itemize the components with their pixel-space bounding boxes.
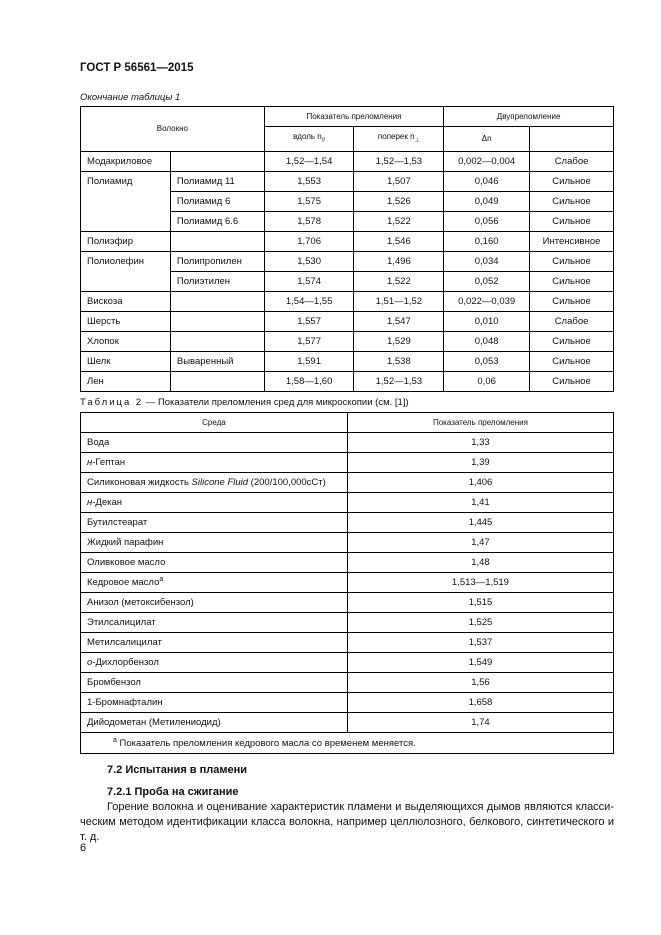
subtype-cell: Полиамид 6.6 [170, 211, 264, 231]
fiber-cell: Полиолефин [81, 251, 171, 291]
header-delta: Δn [444, 127, 530, 152]
index-cell: 1,549 [347, 653, 613, 673]
medium-cell: Анизол (метоксибензол) [81, 593, 348, 613]
section-heading: 7.2 Испытания в пламени [107, 764, 248, 776]
along-cell: 1,52—1,54 [264, 151, 354, 171]
fiber-cell: Хлопок [81, 331, 171, 351]
delta-cell: 0,022—0,039 [444, 291, 530, 311]
subtype-cell: Вываренный [170, 351, 264, 371]
degree-cell: Сильное [530, 351, 614, 371]
across-cell: 1,507 [354, 171, 444, 191]
medium-cell: Метилсалицилат [81, 633, 348, 653]
header-refraction: Показатель преломления [264, 107, 443, 127]
medium-cell: Силиконовая жидкость Silicone Fluid (200/100,000сСт) [81, 473, 348, 493]
paragraph-rest: ческим методом идентификации класса волокна, например целлюлозного, белкового, синтетического и т. д. [80, 816, 614, 843]
medium-cell: н-Декан [81, 493, 348, 513]
delta-cell: 0,06 [444, 371, 530, 391]
table-row [81, 513, 614, 533]
delta-cell: 0,048 [444, 331, 530, 351]
table-row [81, 553, 614, 573]
along-cell: 1,591 [264, 351, 354, 371]
fiber-cell: Модакриловое [81, 151, 171, 171]
medium-cell: 1-Бромнафталин [81, 693, 348, 713]
fiber-cell: Шелк [81, 351, 171, 371]
table-row [81, 613, 614, 633]
table-row [81, 593, 614, 613]
table-row [81, 371, 614, 391]
across-cell: 1,496 [354, 251, 444, 271]
along-cell: 1,574 [264, 271, 354, 291]
delta-cell: 0,002—0,004 [444, 151, 530, 171]
index-cell: 1,39 [347, 453, 613, 473]
index-cell: 1,445 [347, 513, 613, 533]
header-empty [530, 127, 614, 152]
along-cell: 1,557 [264, 311, 354, 331]
degree-cell: Сильное [530, 191, 614, 211]
fiber-cell: Полиэфир [81, 231, 171, 251]
medium-cell: Кедровое масло$^а$ [81, 573, 348, 593]
fiber-cell: Вискоза [81, 291, 171, 311]
along-cell: 1,577 [264, 331, 354, 351]
medium-cell: о-Дихлорбензол [81, 653, 348, 673]
medium-cell: Оливковое масло [81, 553, 348, 573]
subtype-cell: Полиамид 11 [170, 171, 264, 191]
degree-cell: Сильное [530, 251, 614, 271]
table-row [81, 473, 614, 493]
table-row [81, 433, 614, 453]
body-paragraph [80, 800, 614, 845]
table2-footnote: $^а$ Показатель преломления кедрового масла со временем меняется. [81, 733, 614, 754]
refraction-table [80, 106, 614, 392]
subtype-cell: Полипропилен [170, 251, 264, 271]
index-cell: 1,658 [347, 693, 613, 713]
header-birefringence: Двупреломление [444, 107, 614, 127]
table-row [81, 231, 614, 251]
page-number: 6 [80, 842, 87, 854]
across-cell: 1,52—1,53 [354, 371, 444, 391]
subtype-cell: Полиамид 6 [170, 191, 264, 211]
table-row [81, 573, 614, 593]
index-cell: 1,515 [347, 593, 613, 613]
medium-cell: Этилсалицилат [81, 613, 348, 633]
header-fiber: Волокно [81, 107, 265, 152]
along-cell: 1,706 [264, 231, 354, 251]
subtype-cell: Полиэтилен [170, 271, 264, 291]
subsection-heading: 7.2.1 Проба на сжигание [107, 786, 239, 798]
medium-cell: Жидкий парафин [81, 533, 348, 553]
table-row [81, 291, 614, 311]
across-cell: 1,522 [354, 271, 444, 291]
paragraph-line: Горение волокна и оценивание характеристик пламени и выделяющихся дымов являются класси- [107, 801, 614, 813]
along-cell: 1,54—1,55 [264, 291, 354, 311]
table-row [81, 633, 614, 653]
degree-cell: Сильное [530, 171, 614, 191]
table-row [81, 171, 614, 191]
table2-caption: Таблица 2 — Показатели преломления сред для микроскопии (см. [1]) [80, 397, 409, 408]
along-cell: 1,578 [264, 211, 354, 231]
table-row [81, 453, 614, 473]
medium-cell: н-Гептан [81, 453, 348, 473]
degree-cell: Слабое [530, 151, 614, 171]
table-row [81, 653, 614, 673]
table-row [81, 351, 614, 371]
table-row [81, 151, 614, 171]
degree-cell: Сильное [530, 331, 614, 351]
index-cell: 1,74 [347, 713, 613, 733]
across-cell: 1,522 [354, 211, 444, 231]
table-row [81, 331, 614, 351]
index-cell: 1,33 [347, 433, 613, 453]
index-cell: 1,56 [347, 673, 613, 693]
subtype-cell [170, 311, 264, 331]
table-row [81, 251, 614, 271]
across-cell: 1,526 [354, 191, 444, 211]
header-index: Показатель преломления [347, 413, 613, 433]
across-cell: 1,52—1,53 [354, 151, 444, 171]
medium-cell: Бутилстеарат [81, 513, 348, 533]
fiber-cell: Шерсть [81, 311, 171, 331]
across-cell: 1,546 [354, 231, 444, 251]
delta-cell: 0,052 [444, 271, 530, 291]
degree-cell: Сильное [530, 271, 614, 291]
index-cell: 1,525 [347, 613, 613, 633]
medium-cell: Бромбензол [81, 673, 348, 693]
degree-cell: Слабое [530, 311, 614, 331]
delta-cell: 0,046 [444, 171, 530, 191]
medium-cell: Вода [81, 433, 348, 453]
table-row [81, 533, 614, 553]
media-table [80, 412, 614, 754]
across-cell: 1,51—1,52 [354, 291, 444, 311]
across-cell: 1,547 [354, 311, 444, 331]
index-cell: 1,406 [347, 473, 613, 493]
table-row [81, 673, 614, 693]
across-cell: 1,538 [354, 351, 444, 371]
subtype-cell [170, 371, 264, 391]
medium-cell: Дийодометан (Метилениодид) [81, 713, 348, 733]
delta-cell: 0,056 [444, 211, 530, 231]
header-medium: Среда [81, 413, 348, 433]
index-cell: 1,513—1,519 [347, 573, 613, 593]
index-cell: 1,47 [347, 533, 613, 553]
subtype-cell [170, 331, 264, 351]
degree-cell: Сильное [530, 371, 614, 391]
delta-cell: 0,010 [444, 311, 530, 331]
delta-cell: 0,049 [444, 191, 530, 211]
degree-cell: Сильное [530, 211, 614, 231]
along-cell: 1,530 [264, 251, 354, 271]
subtype-cell [170, 291, 264, 311]
table-row [81, 713, 614, 733]
delta-cell: 0,053 [444, 351, 530, 371]
table-row [81, 493, 614, 513]
table1-caption: Окончание таблицы 1 [80, 92, 181, 103]
table-row [81, 311, 614, 331]
delta-cell: 0,034 [444, 251, 530, 271]
across-cell: 1,529 [354, 331, 444, 351]
degree-cell: Сильное [530, 291, 614, 311]
table-row [81, 693, 614, 713]
fiber-cell: Полиамид [81, 171, 171, 231]
along-cell: 1,58—1,60 [264, 371, 354, 391]
along-cell: 1,575 [264, 191, 354, 211]
degree-cell: Интенсивное [530, 231, 614, 251]
delta-cell: 0,160 [444, 231, 530, 251]
document-header: ГОСТ Р 56561—2015 [80, 62, 194, 74]
along-cell: 1,553 [264, 171, 354, 191]
fiber-cell: Лен [81, 371, 171, 391]
index-cell: 1,537 [347, 633, 613, 653]
subtype-cell [170, 231, 264, 251]
header-across: поперек $n_\perp$ [354, 127, 444, 152]
index-cell: 1,41 [347, 493, 613, 513]
subtype-cell [170, 151, 264, 171]
header-along: вдоль $n_{//}$ [264, 127, 354, 152]
index-cell: 1,48 [347, 553, 613, 573]
